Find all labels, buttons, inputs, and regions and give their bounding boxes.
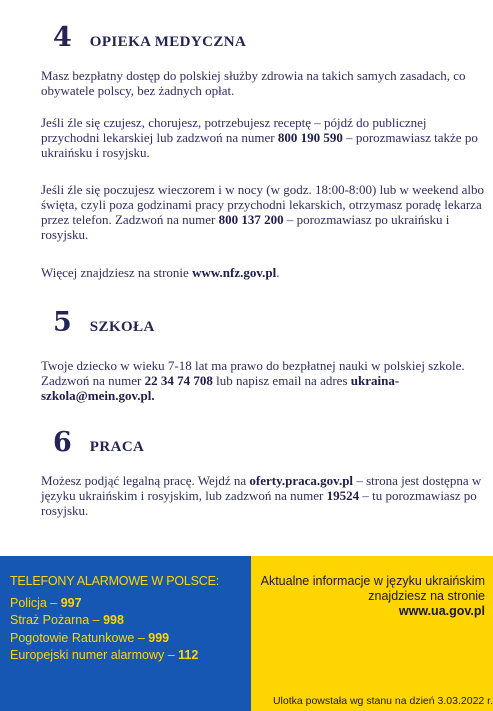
footer-banner bbox=[0, 556, 493, 711]
paragraph bbox=[41, 358, 486, 403]
emergency-label: Pogotowie Ratunkowe – bbox=[10, 631, 149, 645]
emphasis-text: ukraina-szkola@mein.gov.pl. bbox=[41, 373, 400, 403]
emergency-line-european bbox=[10, 648, 198, 662]
emergency-number: 112 bbox=[178, 648, 199, 662]
section-number: 5 bbox=[53, 307, 72, 338]
section-title: OPIEKA MEDYCZNA bbox=[89, 34, 247, 50]
section-title: PRACA bbox=[89, 439, 145, 455]
paragraph-text: – strona jest dostępna w języku ukraińskim i rosyjskim, lub zadzwoń na numer bbox=[41, 473, 482, 503]
info-text bbox=[251, 574, 485, 619]
paragraph bbox=[41, 68, 486, 98]
section-title: SZKOŁA bbox=[89, 319, 155, 335]
paragraph-text: Możesz podjąć legalną pracę. Wejdź na bbox=[41, 473, 250, 488]
emergency-label: Europejski numer alarmowy – bbox=[10, 648, 179, 662]
paragraph bbox=[41, 265, 486, 280]
paragraph-text: lub napisz email na adres bbox=[212, 373, 351, 388]
emphasis-text: 22 34 74 708 bbox=[144, 373, 213, 388]
emergency-number: 997 bbox=[60, 596, 82, 610]
paragraph-text: Jeśli źle się czujesz, chorujesz, potrzebujesz receptę – pójdź do publicznej przychodni lekarskiej lub zadzwoń na numer bbox=[41, 115, 427, 145]
paragraph-text: – porozmawiasz po ukraińsku i rosyjsku. bbox=[41, 212, 450, 242]
paragraph-text: – porozmawiasz także po ukraińsku i rosyjsku. bbox=[41, 130, 478, 160]
section-5-heading bbox=[53, 307, 155, 338]
emphasis-text: 19524 bbox=[326, 488, 360, 503]
emergency-label: Straż Pożarna – bbox=[10, 613, 104, 627]
emergency-numbers-panel bbox=[0, 556, 251, 711]
section-number: 4 bbox=[53, 22, 72, 53]
emergency-number: 999 bbox=[148, 631, 170, 645]
paragraph bbox=[41, 182, 486, 242]
emergency-number: 998 bbox=[103, 613, 124, 627]
emphasis-text: oferty.praca.gov.pl bbox=[249, 473, 354, 488]
paragraph-text: – tu porozmawiasz po rosyjsku. bbox=[41, 488, 477, 518]
info-url-link[interactable]: www.ua.gov.pl bbox=[398, 604, 485, 618]
paragraph-text: Twoje dziecko w wieku 7-18 lat ma prawo do bezpłatnej nauki w polskiej szkole. Zadzwoń na numer bbox=[41, 358, 465, 388]
emphasis-text: 800 137 200 bbox=[218, 212, 284, 227]
emergency-line-police bbox=[10, 596, 82, 610]
emphasis-text: 800 190 590 bbox=[277, 130, 343, 145]
paragraph-text: Więcej znajdziesz na stronie bbox=[41, 265, 193, 280]
emphasis-text: www.nfz.gov.pl bbox=[192, 265, 277, 280]
info-panel bbox=[251, 556, 493, 711]
section-number: 6 bbox=[53, 427, 72, 458]
paragraph-text: . bbox=[276, 265, 280, 280]
emergency-heading: TELEFONY ALARMOWE W POLSCE: bbox=[10, 574, 219, 588]
leaflet-date-note: Ulotka powstała wg stanu na dzień 3.03.2022 r. bbox=[272, 695, 493, 707]
emergency-label: Policja – bbox=[10, 596, 61, 610]
section-6-heading bbox=[53, 427, 144, 458]
paragraph bbox=[41, 473, 486, 518]
paragraph-text: Jeśli źle się poczujesz wieczorem i w nocy (w godz. 18:00-8:00) lub w weekend albo święta, czyli poza godzinami pracy przychodni lekarskich, otrzymasz poradę lekarza przez telefon. Zadzwoń na numer bbox=[41, 182, 484, 227]
info-description: Aktualne informacje w języku ukraińskim znajdziesz na stronie bbox=[260, 574, 485, 603]
paragraph bbox=[41, 115, 486, 160]
emergency-line-ambulance bbox=[10, 631, 169, 645]
section-4-heading bbox=[53, 22, 246, 53]
paragraph-text: Masz bezpłatny dostęp do polskiej służby zdrowia na takich samych zasadach, co obywatele polscy, bez żadnych opłat. bbox=[41, 68, 466, 98]
emergency-line-fire bbox=[10, 613, 124, 627]
